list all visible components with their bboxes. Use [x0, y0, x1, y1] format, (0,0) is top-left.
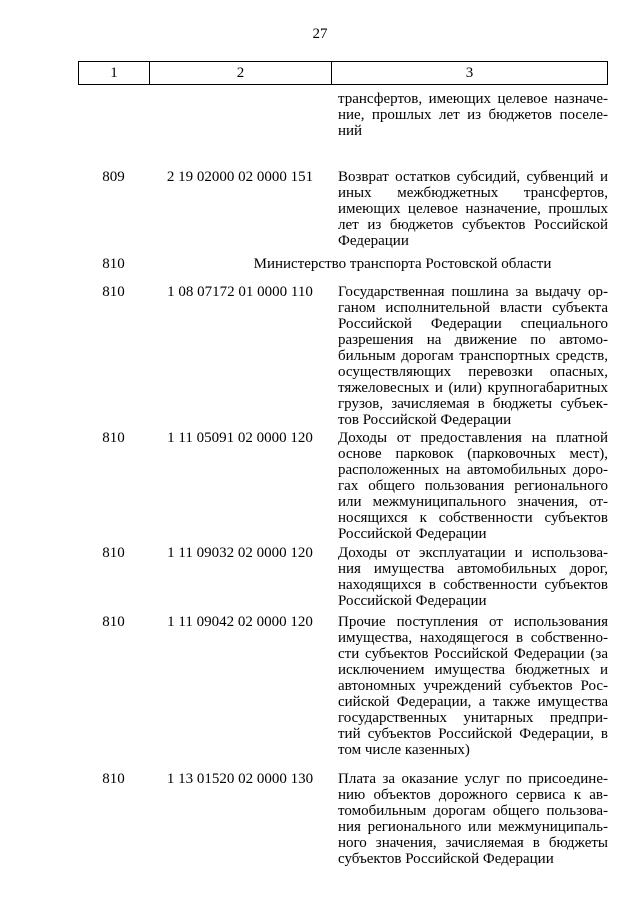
description-line: находящихся в собственности субъектов	[338, 577, 608, 593]
admin-code-cell: 810	[102, 545, 125, 561]
description-line: тяжеловесных и (или) крупногабаритных	[338, 380, 608, 396]
description-line: Российской Федерации специального	[338, 316, 608, 332]
description-line: или межмуниципального значения, от-	[338, 494, 608, 510]
description-cell	[331, 91, 608, 139]
description-line: тов Российской Федерации	[338, 412, 512, 428]
table-row	[78, 545, 608, 609]
description-line: Прочие поступления от использования	[338, 614, 608, 630]
description-line: расположенных на автомобильных доро-	[338, 462, 608, 478]
description-line: имеющих целевое назначение, прошлых	[338, 201, 608, 217]
description-line: Российской Федерации	[338, 593, 487, 609]
income-code-cell: 1 11 09032 02 0000 120	[167, 545, 313, 561]
description-line: сийской Федерации, а также имущества	[338, 694, 608, 710]
description-line: нию объектов дорожного сервиса к ав-	[338, 787, 608, 803]
description-line: сти субъектов Российской Федерации (за	[338, 646, 608, 662]
table-row	[78, 771, 608, 867]
header-col-2: 2	[150, 62, 332, 84]
table-row	[78, 614, 608, 758]
description-cell	[331, 771, 608, 867]
description-line: иных межбюджетных трансфертов,	[338, 185, 608, 201]
description-line: носящихся к собственности субъектов	[338, 510, 608, 526]
income-code-cell: 1 11 05091 02 0000 120	[167, 430, 313, 446]
table-row	[78, 256, 608, 272]
admin-code-cell: 810	[102, 256, 125, 272]
description-line: трансфертов, имеющих целевое назначе-	[338, 91, 608, 107]
description-line: том числе казенных)	[338, 742, 470, 758]
income-code-cell: 2 19 02000 02 0000 151	[166, 169, 314, 185]
description-line: Российской Федерации	[338, 526, 487, 542]
description-line: осуществляющих перевозки опасных,	[338, 364, 608, 380]
description-cell	[331, 169, 608, 249]
description-line: Государственная пошлина за выдачу ор-	[338, 284, 608, 300]
description-line: основе парковок (парковочных мест),	[338, 446, 608, 462]
table-row	[78, 91, 608, 139]
description-line: имущества, находящегося в собственно-	[338, 630, 608, 646]
description-line: гах общего пользования регионального	[338, 478, 608, 494]
description-line: автономных учреждений субъектов Рос-	[338, 678, 608, 694]
description-cell	[331, 284, 608, 428]
description-line: Возврат остатков субсидий, субвенций и	[338, 169, 608, 185]
admin-code-cell: 810	[102, 771, 125, 787]
description-line: лет из бюджетов субъектов Российской	[338, 217, 608, 233]
description-line: Доходы от эксплуатации и использова-	[338, 545, 608, 561]
description-line: исключением имущества бюджетных и	[338, 662, 608, 678]
description-line: ние, прошлых лет из бюджетов поселе-	[338, 107, 608, 123]
description-line: Доходы от предоставления на платной	[338, 430, 608, 446]
description-line: ного значения, зачисляемая в бюджеты	[338, 835, 608, 851]
description-line: субъектов Российской Федерации	[338, 851, 554, 867]
description-cell	[331, 614, 608, 758]
income-code-cell: 1 13 01520 02 0000 130	[166, 771, 314, 787]
table-row	[78, 169, 608, 249]
header-col-3: 3	[465, 64, 474, 81]
page-number: 27	[312, 26, 328, 42]
section-title: Министерство транспорта Ростовской области	[253, 256, 552, 272]
description-line: бильным дорогам транспортных средств,	[338, 348, 608, 364]
description-line: ния имущества автомобильных дорог,	[338, 561, 608, 577]
header-col-1: 1	[79, 62, 150, 84]
description-line: томобильным дорогам общего пользова-	[338, 803, 608, 819]
description-cell	[331, 430, 608, 542]
table-header-row	[78, 61, 608, 85]
admin-code-cell: 809	[102, 169, 125, 185]
table-row	[78, 430, 608, 542]
description-line: Плата за оказание услуг по присоедине-	[338, 771, 608, 787]
admin-code-cell: 810	[102, 614, 125, 630]
description-line: государственных унитарных предпри-	[338, 710, 608, 726]
admin-code-cell: 810	[102, 430, 125, 446]
description-line: ний	[338, 123, 363, 139]
description-line: Федерации	[338, 233, 409, 249]
table-row	[78, 284, 608, 428]
description-line: грузов, зачисляемая в бюджеты субъек-	[338, 396, 608, 412]
income-code-cell: 1 08 07172 01 0000 110	[167, 284, 313, 300]
description-line: разрешения на движение по автомо-	[338, 332, 608, 348]
admin-code-cell: 810	[102, 284, 125, 300]
description-cell	[331, 545, 608, 609]
income-code-cell: 1 11 09042 02 0000 120	[167, 614, 313, 630]
description-line: ганом исполнительной власти субъекта	[338, 300, 608, 316]
income-table	[78, 61, 608, 867]
description-line: ния регионального или межмуниципаль-	[338, 819, 608, 835]
description-line: тий субъектов Российской Федерации, в	[338, 726, 608, 742]
